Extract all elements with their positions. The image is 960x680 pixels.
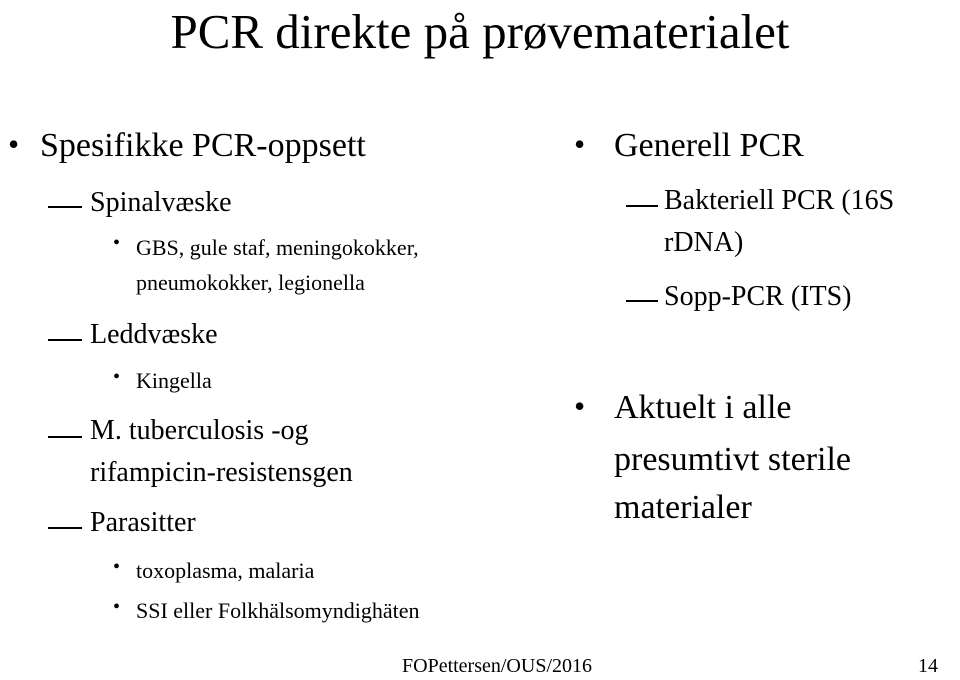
item-parasitter: Parasitter bbox=[90, 507, 196, 538]
bullet-icon: • bbox=[8, 126, 20, 162]
right-heading: Generell PCR bbox=[614, 127, 804, 164]
left-heading: Spesifikke PCR-oppsett bbox=[40, 127, 366, 164]
bullet-icon: • bbox=[113, 366, 121, 388]
item-bakteriell-cont: rDNA) bbox=[664, 227, 744, 258]
dash-icon bbox=[626, 300, 658, 302]
bullet-icon: • bbox=[113, 232, 121, 254]
sub-item: Kingella bbox=[136, 368, 212, 393]
item-spinalvaeske: Spinalvæske bbox=[90, 187, 232, 218]
right-heading2-line: materialer bbox=[614, 489, 752, 526]
right-heading2-line: Aktuelt i alle bbox=[614, 389, 792, 426]
sub-item: SSI eller Folkhälsomyndighäten bbox=[136, 598, 420, 623]
dash-icon bbox=[48, 339, 82, 341]
slide-footer: FOPettersen/OUS/2016 bbox=[402, 655, 592, 677]
item-bakteriell: Bakteriell PCR (16S bbox=[664, 185, 895, 216]
item-sopp: Sopp-PCR (ITS) bbox=[664, 281, 852, 312]
sub-item: toxoplasma, malaria bbox=[136, 558, 315, 583]
bullet-icon: • bbox=[574, 388, 586, 424]
item-tuberculosis: M. tuberculosis -og bbox=[90, 415, 309, 446]
page-number: 14 bbox=[918, 655, 938, 677]
bullet-icon: • bbox=[113, 556, 121, 578]
sub-item-cont: pneumokokker, legionella bbox=[136, 270, 365, 295]
dash-icon bbox=[626, 205, 658, 207]
bullet-icon: • bbox=[113, 596, 121, 618]
slide-title: PCR direkte på prøvematerialet bbox=[170, 4, 790, 59]
dash-icon bbox=[48, 436, 82, 438]
sub-item: GBS, gule staf, meningokokker, bbox=[136, 235, 419, 260]
dash-icon bbox=[48, 527, 82, 529]
right-heading2-line: presumtivt sterile bbox=[614, 441, 852, 478]
item-leddvaeske: Leddvæske bbox=[90, 319, 218, 350]
bullet-icon: • bbox=[574, 126, 586, 162]
item-tuberculosis-cont: rifampicin-resistensgen bbox=[90, 457, 353, 488]
dash-icon bbox=[48, 206, 82, 208]
